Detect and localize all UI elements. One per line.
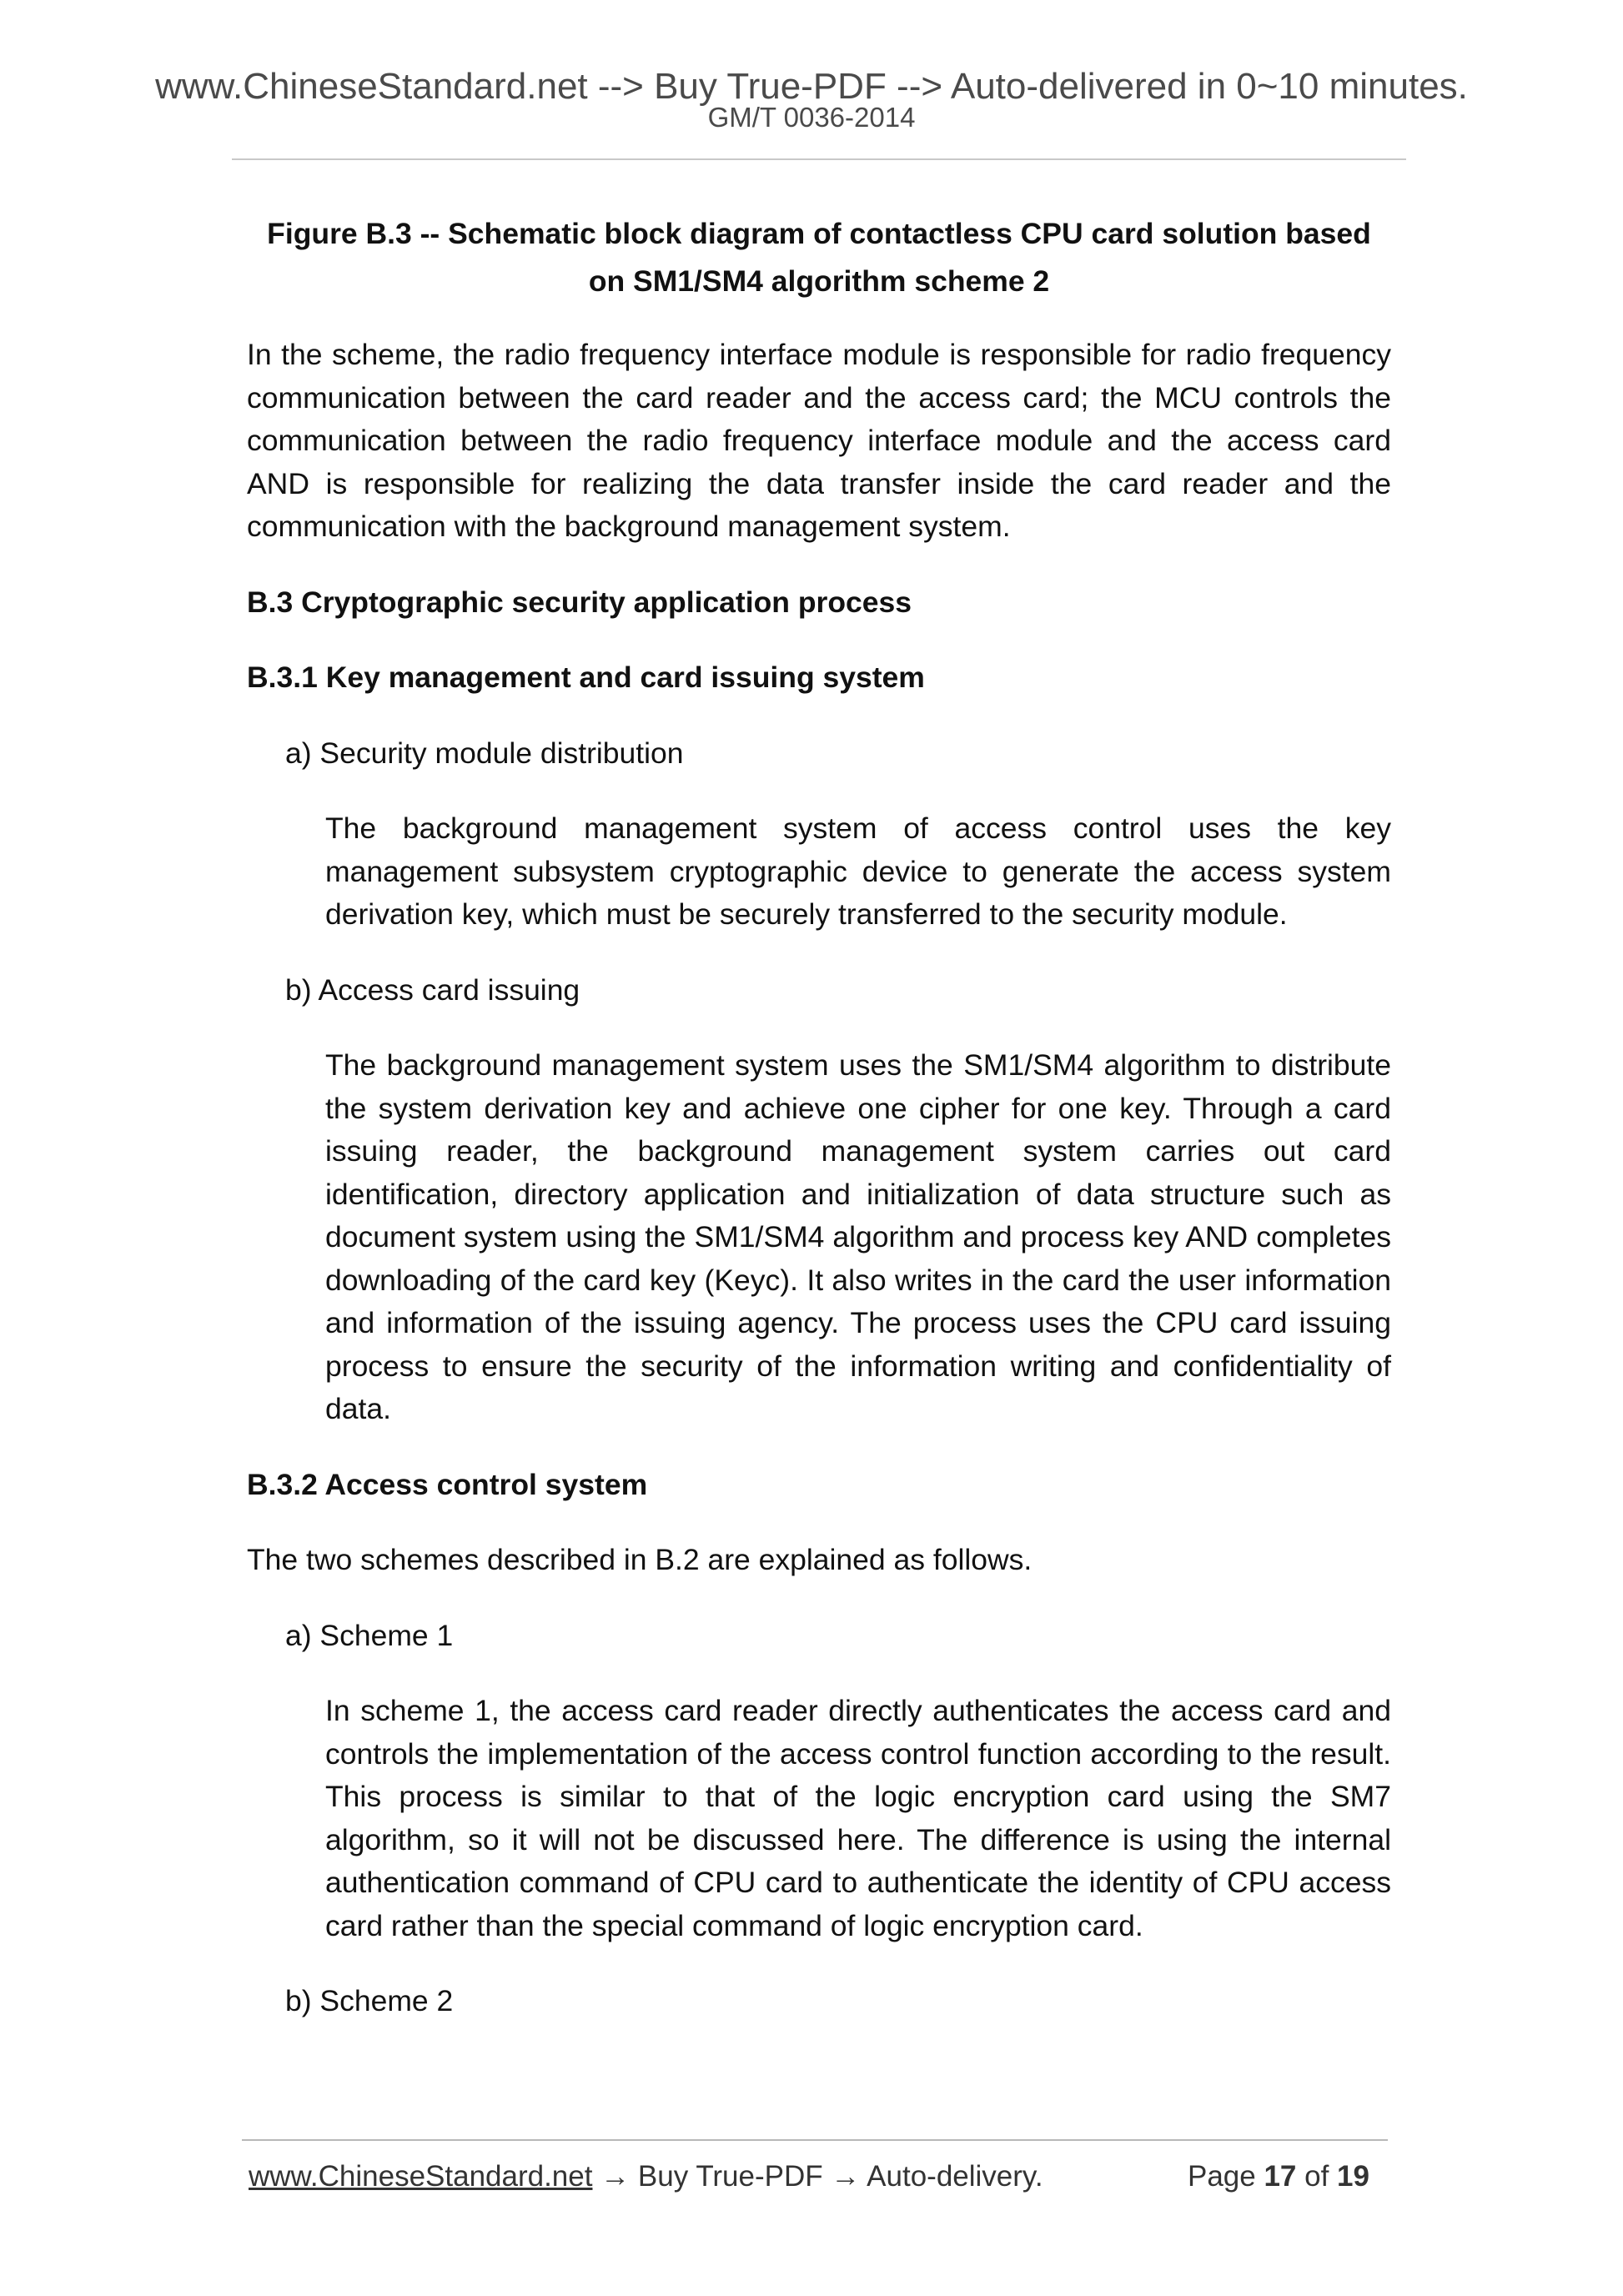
footer-divider bbox=[242, 2139, 1388, 2141]
page-content bbox=[247, 210, 1391, 2056]
page-indicator bbox=[1188, 2160, 1369, 2193]
section-intro: The two schemes described in B.2 are explained as follows. bbox=[247, 1543, 1033, 1576]
page-current: 17 bbox=[1264, 2160, 1297, 2193]
list-item-label: a) Security module distribution bbox=[285, 736, 684, 770]
figure-caption: Figure B.3 -- Schematic block diagram of contactless CPU card solution based on SM1/SM4 algorithm scheme 2 bbox=[267, 217, 1371, 298]
header-banner: www.ChineseStandard.net --> Buy True-PDF --> Auto-delivered in 0~10 minutes. bbox=[155, 66, 1468, 107]
section-heading-b32: B.3.2 Access control system bbox=[247, 1467, 648, 1501]
document-number: GM/T 0036-2014 bbox=[707, 102, 916, 133]
list-item-text: The background management system of access control uses the key management subsystem cryptographic device to generate the access system derivation key, which must be securely transferred to the security module. bbox=[325, 811, 1391, 931]
header-divider bbox=[232, 158, 1406, 160]
page-total: 19 bbox=[1337, 2160, 1369, 2193]
list-item-text: In scheme 1, the access card reader directly authenticates the access card and controls the implementation of the access control function according to the result. This process is similar to that of the logic encryption card using the SM7 algorithm, so it will not be discussed here. The difference is using the internal authentication command of CPU card to authenticate the identity of CPU access card rather than the special command of logic encryption card. bbox=[325, 1694, 1391, 1942]
list-item-label: b) Scheme 2 bbox=[285, 1984, 454, 2017]
list-item-text: The background management system uses the SM1/SM4 algorithm to distribute the system derivation key and achieve one cipher for one key. Through a card issuing reader, the background management system carries out card identification, directory application and initialization of data structure such as document system using the SM1/SM4 algorithm and process key AND completes downloading of the card key (Keyc). It also writes in the card the user information and information of the issuing agency. The process uses the CPU card issuing process to ensure the security of the information writing and confidentiality of data. bbox=[325, 1048, 1391, 1425]
footer-left bbox=[249, 2160, 1043, 2193]
page-of: of bbox=[1296, 2160, 1338, 2193]
footer-site-link[interactable]: www.ChineseStandard.net bbox=[249, 2160, 593, 2193]
intro-paragraph: In the scheme, the radio frequency interface module is responsible for radio frequency communication between the card reader and the access card; the MCU controls the communication between the radio frequency interface module and the access card AND is responsible for realizing the data transfer inside the card reader and the communication with the background management system. bbox=[247, 338, 1391, 543]
list-item-label: a) Scheme 1 bbox=[285, 1618, 454, 1652]
footer-tagline: → Buy True-PDF → Auto-delivery. bbox=[592, 2160, 1043, 2193]
section-heading-b3: B.3 Cryptographic security application process bbox=[247, 585, 912, 619]
page-word: Page bbox=[1188, 2160, 1264, 2193]
list-item-label: b) Access card issuing bbox=[285, 972, 580, 1007]
section-heading-b31: B.3.1 Key management and card issuing system bbox=[247, 661, 925, 694]
